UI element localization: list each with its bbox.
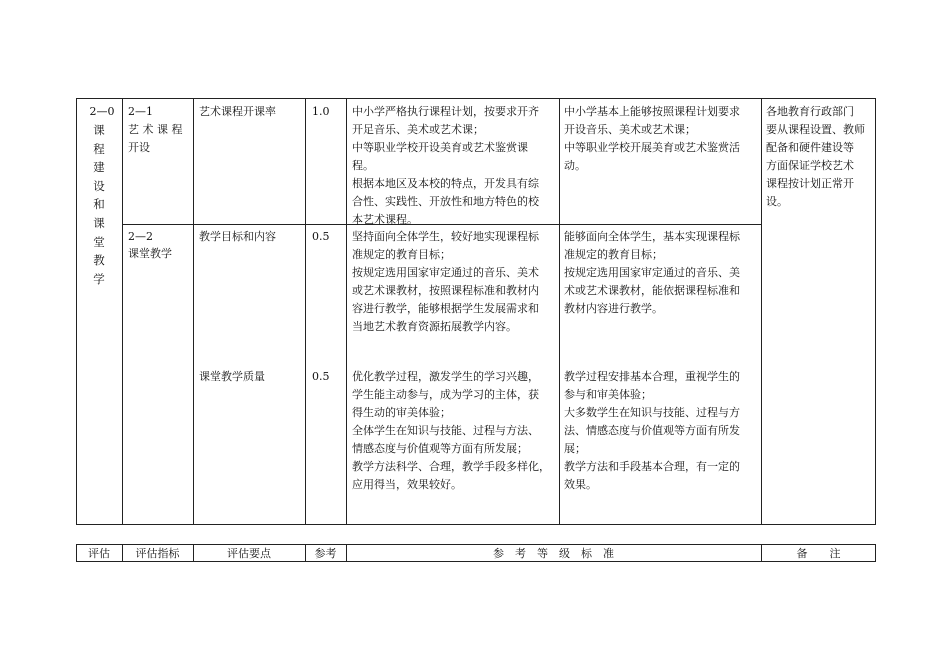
sub2-weight-1: 0.5 — [312, 230, 330, 243]
sub2-standard-a-2: 优化教学过程，激发学生的学习兴趣， 学生能主动参与，成为学习的主体，获 得生动的审美体验； 全体学生在知识与技能、过程与方法、 情感态度与价值观等方面有所发展； 教学方法科学、合理，教学手段多样化， 应用得当，效果较好。 — [352, 370, 550, 491]
col-divider — [193, 98, 194, 525]
sub1-standard-a: 中小学严格执行课程计划，按要求开齐 开足音乐、美术或艺术课； 中等职业学校开设美育或艺术鉴赏课 程。 根据本地区及本校的特点，开发具有综 合性、实践性、开放性和地方特色的校 本艺术课程。 — [352, 105, 539, 226]
col-divider — [305, 98, 306, 525]
sub2-standard-b-2: 教学过程安排基本合理，重视学生的 参与和审美体验； 大多数学生在知识与技能、过程与方 法、情感态度与价值观等方面有所发 展； 教学方法和手段基本合理，有一定的 效果。 — [564, 370, 740, 491]
header-note: 备 注 — [796, 547, 841, 560]
col-divider — [122, 98, 123, 525]
header-indicator: 评估指标 — [135, 547, 180, 560]
sub1-standard-b: 中小学基本上能够按照课程计划要求 开设音乐、美术或艺术课； 中等职业学校开展美育或艺术鉴赏活 动。 — [564, 105, 740, 172]
category-name: 课 程 建 设 和 课 堂 教 学 — [93, 123, 105, 286]
header-point: 评估要点 — [227, 547, 271, 560]
note-text: 各地教育行政部门 要从课程设置、教师 配备和硬件建设等 方面保证学校艺术 课程按计划正常开 设。 — [766, 105, 865, 208]
sub2-name: 课堂教学 — [128, 247, 172, 260]
sub2-standard-a-1: 坚持面向全体学生，较好地实现课程标 准规定的教育目标； 按规定选用国家审定通过的音乐、美术 或艺术课教材，按照课程标准和教材内 容进行教学，能够根据学生发展需求和 当地艺术教育资源拓展教学内容。 — [352, 230, 539, 333]
sub2-point-1: 教学目标和内容 — [199, 230, 276, 243]
sub1-point: 艺术课程开课率 — [199, 105, 276, 118]
sub2-standard-b-1: 能够面向全体学生，基本实现课程标 准规定的教育目标； 按规定选用国家审定通过的音乐、美 术或艺术课教材，能依据课程标准和 教材内容进行教学。 — [564, 230, 740, 315]
header-reference: 参考 — [314, 547, 337, 560]
sub2-weight-2: 0.5 — [312, 370, 330, 383]
sub1-weight: 1.0 — [312, 105, 330, 118]
sub1-code: 2—1 — [128, 105, 153, 118]
col-divider — [761, 98, 762, 525]
header-evaluation: 评估 — [88, 547, 110, 560]
sub2-point-2: 课堂教学质量 — [199, 370, 265, 383]
header-standard: 参 考 等 级 标 准 — [493, 547, 614, 560]
col-divider — [346, 98, 347, 525]
sub1-name: 艺 术 课 程 开设 — [128, 123, 183, 154]
category-code: 2—0 — [89, 105, 115, 118]
sub2-code: 2—2 — [128, 230, 153, 243]
col-divider — [559, 98, 560, 525]
